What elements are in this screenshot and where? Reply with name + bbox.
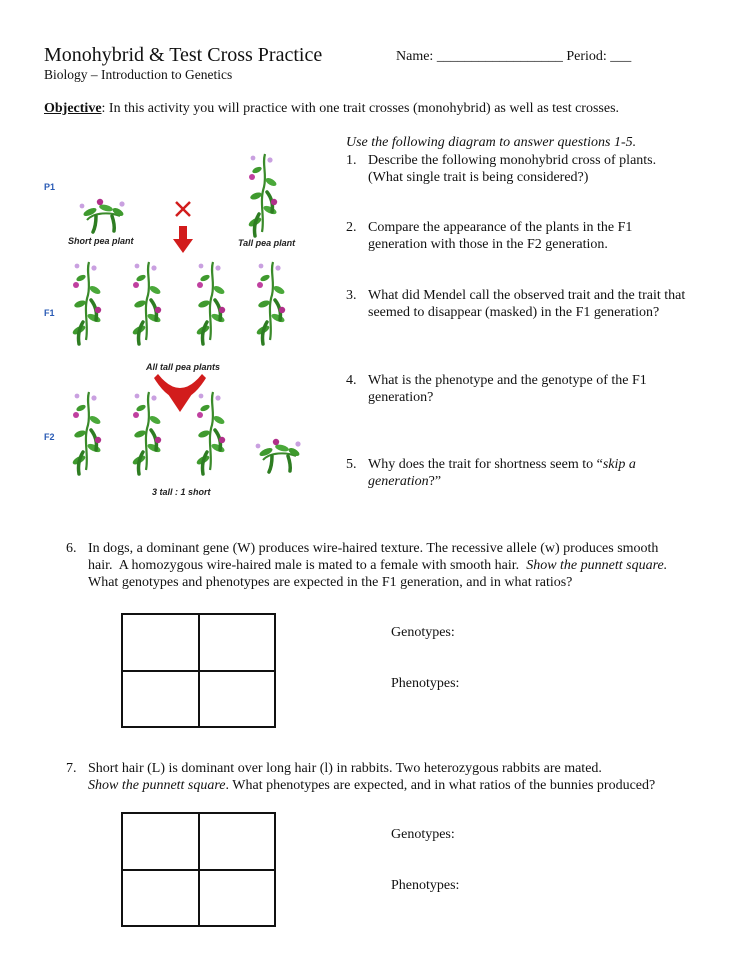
punnett-cell[interactable] xyxy=(122,614,199,671)
pea-plant-cross-diagram xyxy=(40,140,320,510)
question-text-line: generation with those in the F2 generation. xyxy=(368,237,608,252)
f1-plant-icon xyxy=(131,262,161,344)
short-plant-label: Short pea plant xyxy=(68,236,134,246)
punnett-cell[interactable] xyxy=(199,870,276,927)
question-text-italic: generation xyxy=(368,474,429,489)
objective xyxy=(44,101,619,117)
question-4 xyxy=(346,372,716,408)
f1-label: F1 xyxy=(44,308,55,318)
question-number: 3. xyxy=(346,288,357,303)
question-3 xyxy=(346,287,716,323)
question-text-line: generation? xyxy=(368,390,434,405)
question-text-italic: skip a xyxy=(602,457,636,472)
question-6 xyxy=(66,540,726,594)
genotypes-label-q6: Genotypes: xyxy=(391,625,455,640)
question-text: Why does the trait for shortness seem to “ xyxy=(368,457,603,472)
question-number: 1. xyxy=(346,153,357,168)
question-1 xyxy=(346,152,716,188)
punnett-cell[interactable] xyxy=(199,813,276,870)
question-text-line: seemed to disappear (masked) in the F1 generation? xyxy=(368,305,660,320)
f2-short-plant-icon xyxy=(256,439,301,472)
f2-tall-plant-icon xyxy=(71,392,101,474)
question-text-line xyxy=(368,473,441,490)
question-text-line: In dogs, a dominant gene (W) produces wire-haired texture. The recessive allele (w) produces smooth xyxy=(88,541,659,556)
punnett-cell[interactable] xyxy=(199,671,276,728)
question-number: 5. xyxy=(346,457,357,472)
question-number: 2. xyxy=(346,220,357,235)
question-text-line: (What single trait is being considered?) xyxy=(368,170,589,185)
worksheet-title: Monohybrid & Test Cross Practice xyxy=(44,44,323,66)
objective-label: Objective xyxy=(44,101,102,116)
question-7 xyxy=(66,760,726,796)
down-arrow-icon xyxy=(173,226,193,253)
question-number: 7. xyxy=(66,761,77,776)
diagram-instructions: Use the following diagram to answer questions 1-5. xyxy=(346,135,637,150)
f2-tall-plant-icon xyxy=(195,392,225,474)
phenotypes-label-q6: Phenotypes: xyxy=(391,676,460,691)
question-text-italic: Show the punnett square xyxy=(88,778,226,793)
question-text-line xyxy=(368,456,636,473)
f1-plant-icon xyxy=(195,262,225,344)
question-text-line xyxy=(88,777,655,794)
f2-tall-plant-icon xyxy=(131,392,161,474)
f2-label: F2 xyxy=(44,432,55,442)
cross-x-icon xyxy=(176,202,190,216)
worksheet-subtitle: Biology – Introduction to Genetics xyxy=(44,67,233,82)
f1-plant-icon xyxy=(71,262,101,344)
question-text-line: Compare the appearance of the plants in the F1 xyxy=(368,220,633,235)
short-pea-plant-icon xyxy=(80,199,125,232)
question-text-line: What is the phenotype and the genotype of the F1 xyxy=(368,373,647,388)
question-text-line: Describe the following monohybrid cross of plants. xyxy=(368,153,657,168)
question-number: 4. xyxy=(346,373,357,388)
question-5 xyxy=(346,456,716,492)
question-text: . What phenotypes are expected, and in what ratios of the bunnies produced? xyxy=(225,778,656,793)
question-number: 6. xyxy=(66,541,77,556)
punnett-cell[interactable] xyxy=(122,870,199,927)
question-text-line: What did Mendel call the observed trait and the trait that xyxy=(368,288,686,303)
question-2 xyxy=(346,219,716,255)
p1-label: P1 xyxy=(44,182,56,192)
tall-plant-label: Tall pea plant xyxy=(238,238,296,248)
objective-text: : In this activity you will practice with one trait crosses (monohybrid) as well as test crosses. xyxy=(101,101,620,116)
question-text-line: What genotypes and phenotypes are expected in the F1 generation, and in what ratios? xyxy=(88,575,573,590)
question-text-line: Short hair (L) is dominant over long hair (l) in rabbits. Two heterozygous rabbits are mated. xyxy=(88,761,602,776)
question-text: hair. A homozygous wire-haired male is mated to a female with smooth hair. xyxy=(88,558,527,573)
curved-arrow-head xyxy=(168,394,192,412)
f1-plant-icon xyxy=(255,262,285,344)
punnett-cell[interactable] xyxy=(122,813,199,870)
question-text-line xyxy=(88,557,667,574)
punnett-square-q7[interactable] xyxy=(121,812,276,927)
question-text-italic: Show the punnett square. xyxy=(526,558,668,573)
punnett-cell[interactable] xyxy=(199,614,276,671)
punnett-cell[interactable] xyxy=(122,671,199,728)
tall-pea-plant-icon xyxy=(247,154,277,236)
phenotypes-label-q7: Phenotypes: xyxy=(391,878,460,893)
question-text: ?” xyxy=(428,474,442,489)
genotypes-label-q7: Genotypes: xyxy=(391,827,455,842)
name-period-field[interactable]: Name: __________________ Period: ___ xyxy=(396,49,632,64)
punnett-square-q6[interactable] xyxy=(121,613,276,728)
f2-caption: 3 tall : 1 short xyxy=(152,487,211,497)
f1-caption: All tall pea plants xyxy=(146,362,221,372)
